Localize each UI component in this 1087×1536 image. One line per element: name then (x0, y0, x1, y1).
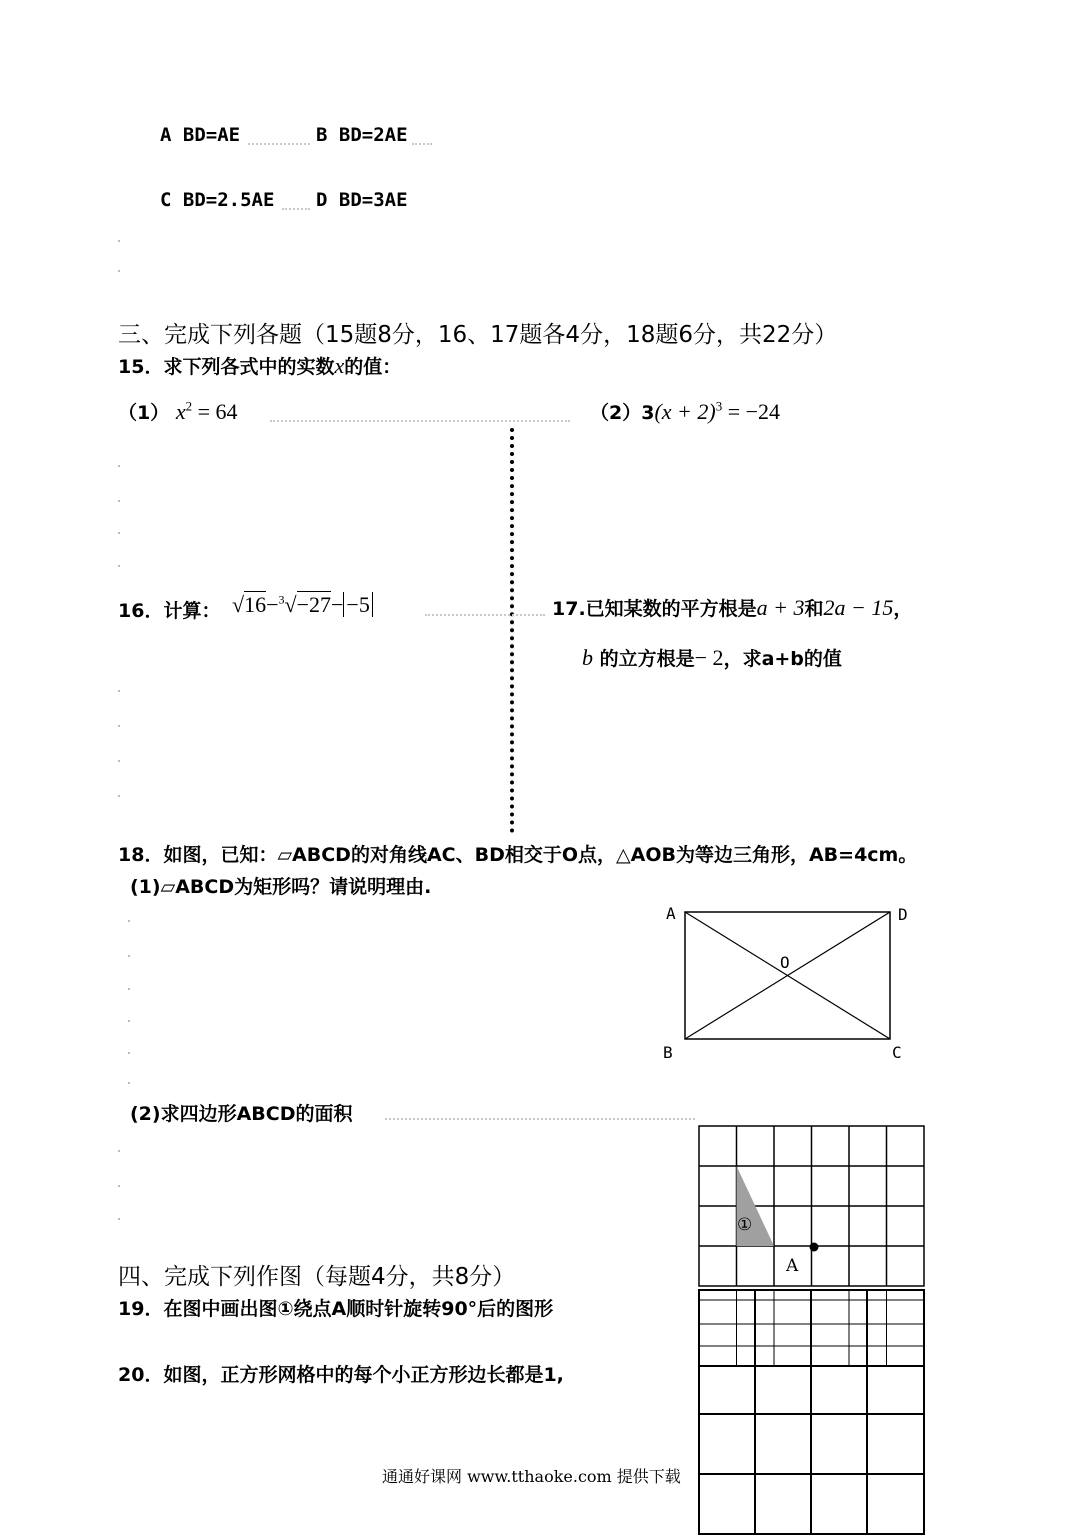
section-3-title: 三、完成下列各题（15题8分，16、17题各4分，18题6分，共22分） (118, 322, 838, 348)
q15-stem: 15．求下列各式中的实数x的值： (118, 353, 402, 378)
option-c: C BD=2.5AE (160, 189, 275, 211)
section-4-title: 四、完成下列作图（每题4分，共8分） (118, 1264, 516, 1290)
vertex-a-label: A (666, 904, 676, 923)
vertex-c-label: C (892, 1043, 902, 1062)
point-a-label: A (786, 1256, 799, 1276)
q18-stem: 18．如图，已知：▱ABCD的对角线AC、BD相交于O点，△AOB为等边三角形，AB=4cm。 (118, 844, 918, 866)
q15-part1: （1） $x^2 = 64$ (118, 398, 238, 424)
dotted-leader (248, 143, 310, 145)
dotted-leader (270, 420, 570, 422)
q15-part2: $(2)3(x + 2)^3 = -24$ (590, 398, 781, 424)
q17-line2: b 的立方根是− 2，求a+b的值 (582, 645, 842, 670)
q20-text: 20．如图，正方形网格中的每个小正方形边长都是1, (118, 1364, 564, 1386)
q16-label: 16．计算： (118, 600, 221, 622)
point-a-dot (810, 1243, 819, 1252)
grid-figures (696, 1124, 928, 1536)
option-a: A BD=AE (160, 124, 241, 146)
shape-1-label: ① (737, 1215, 753, 1235)
q19-text: 19．在图中画出图①绕点A顺时针旋转90°后的图形 (118, 1298, 554, 1320)
option-b: B BD=2AE (316, 124, 408, 146)
q18-part1: (1)▱ABCD为矩形吗？请说明理由. (130, 876, 432, 898)
q18-part2: (2)求四边形ABCD的面积 (130, 1103, 353, 1125)
footer-text: 通通好课网 www.tthaoke.com 提供下载 (382, 1467, 681, 1486)
lower-grid (699, 1290, 924, 1534)
dotted-leader (385, 1118, 695, 1120)
dotted-leader (282, 208, 310, 210)
q17-line1: 17.已知某数的平方根是a + 3和2a − 15， (552, 595, 913, 620)
option-d: D BD=3AE (316, 189, 408, 211)
upper-grid (699, 1126, 924, 1286)
vertical-divider (510, 428, 514, 833)
rectangle-figure (660, 900, 920, 1070)
vertex-d-label: D (898, 905, 908, 924)
center-o-label: O (780, 953, 790, 972)
q16-expression: √16−$^3$√−27− −5 (232, 592, 373, 618)
vertex-b-label: B (663, 1043, 673, 1062)
dotted-leader (425, 614, 545, 616)
dotted-leader (412, 143, 432, 145)
